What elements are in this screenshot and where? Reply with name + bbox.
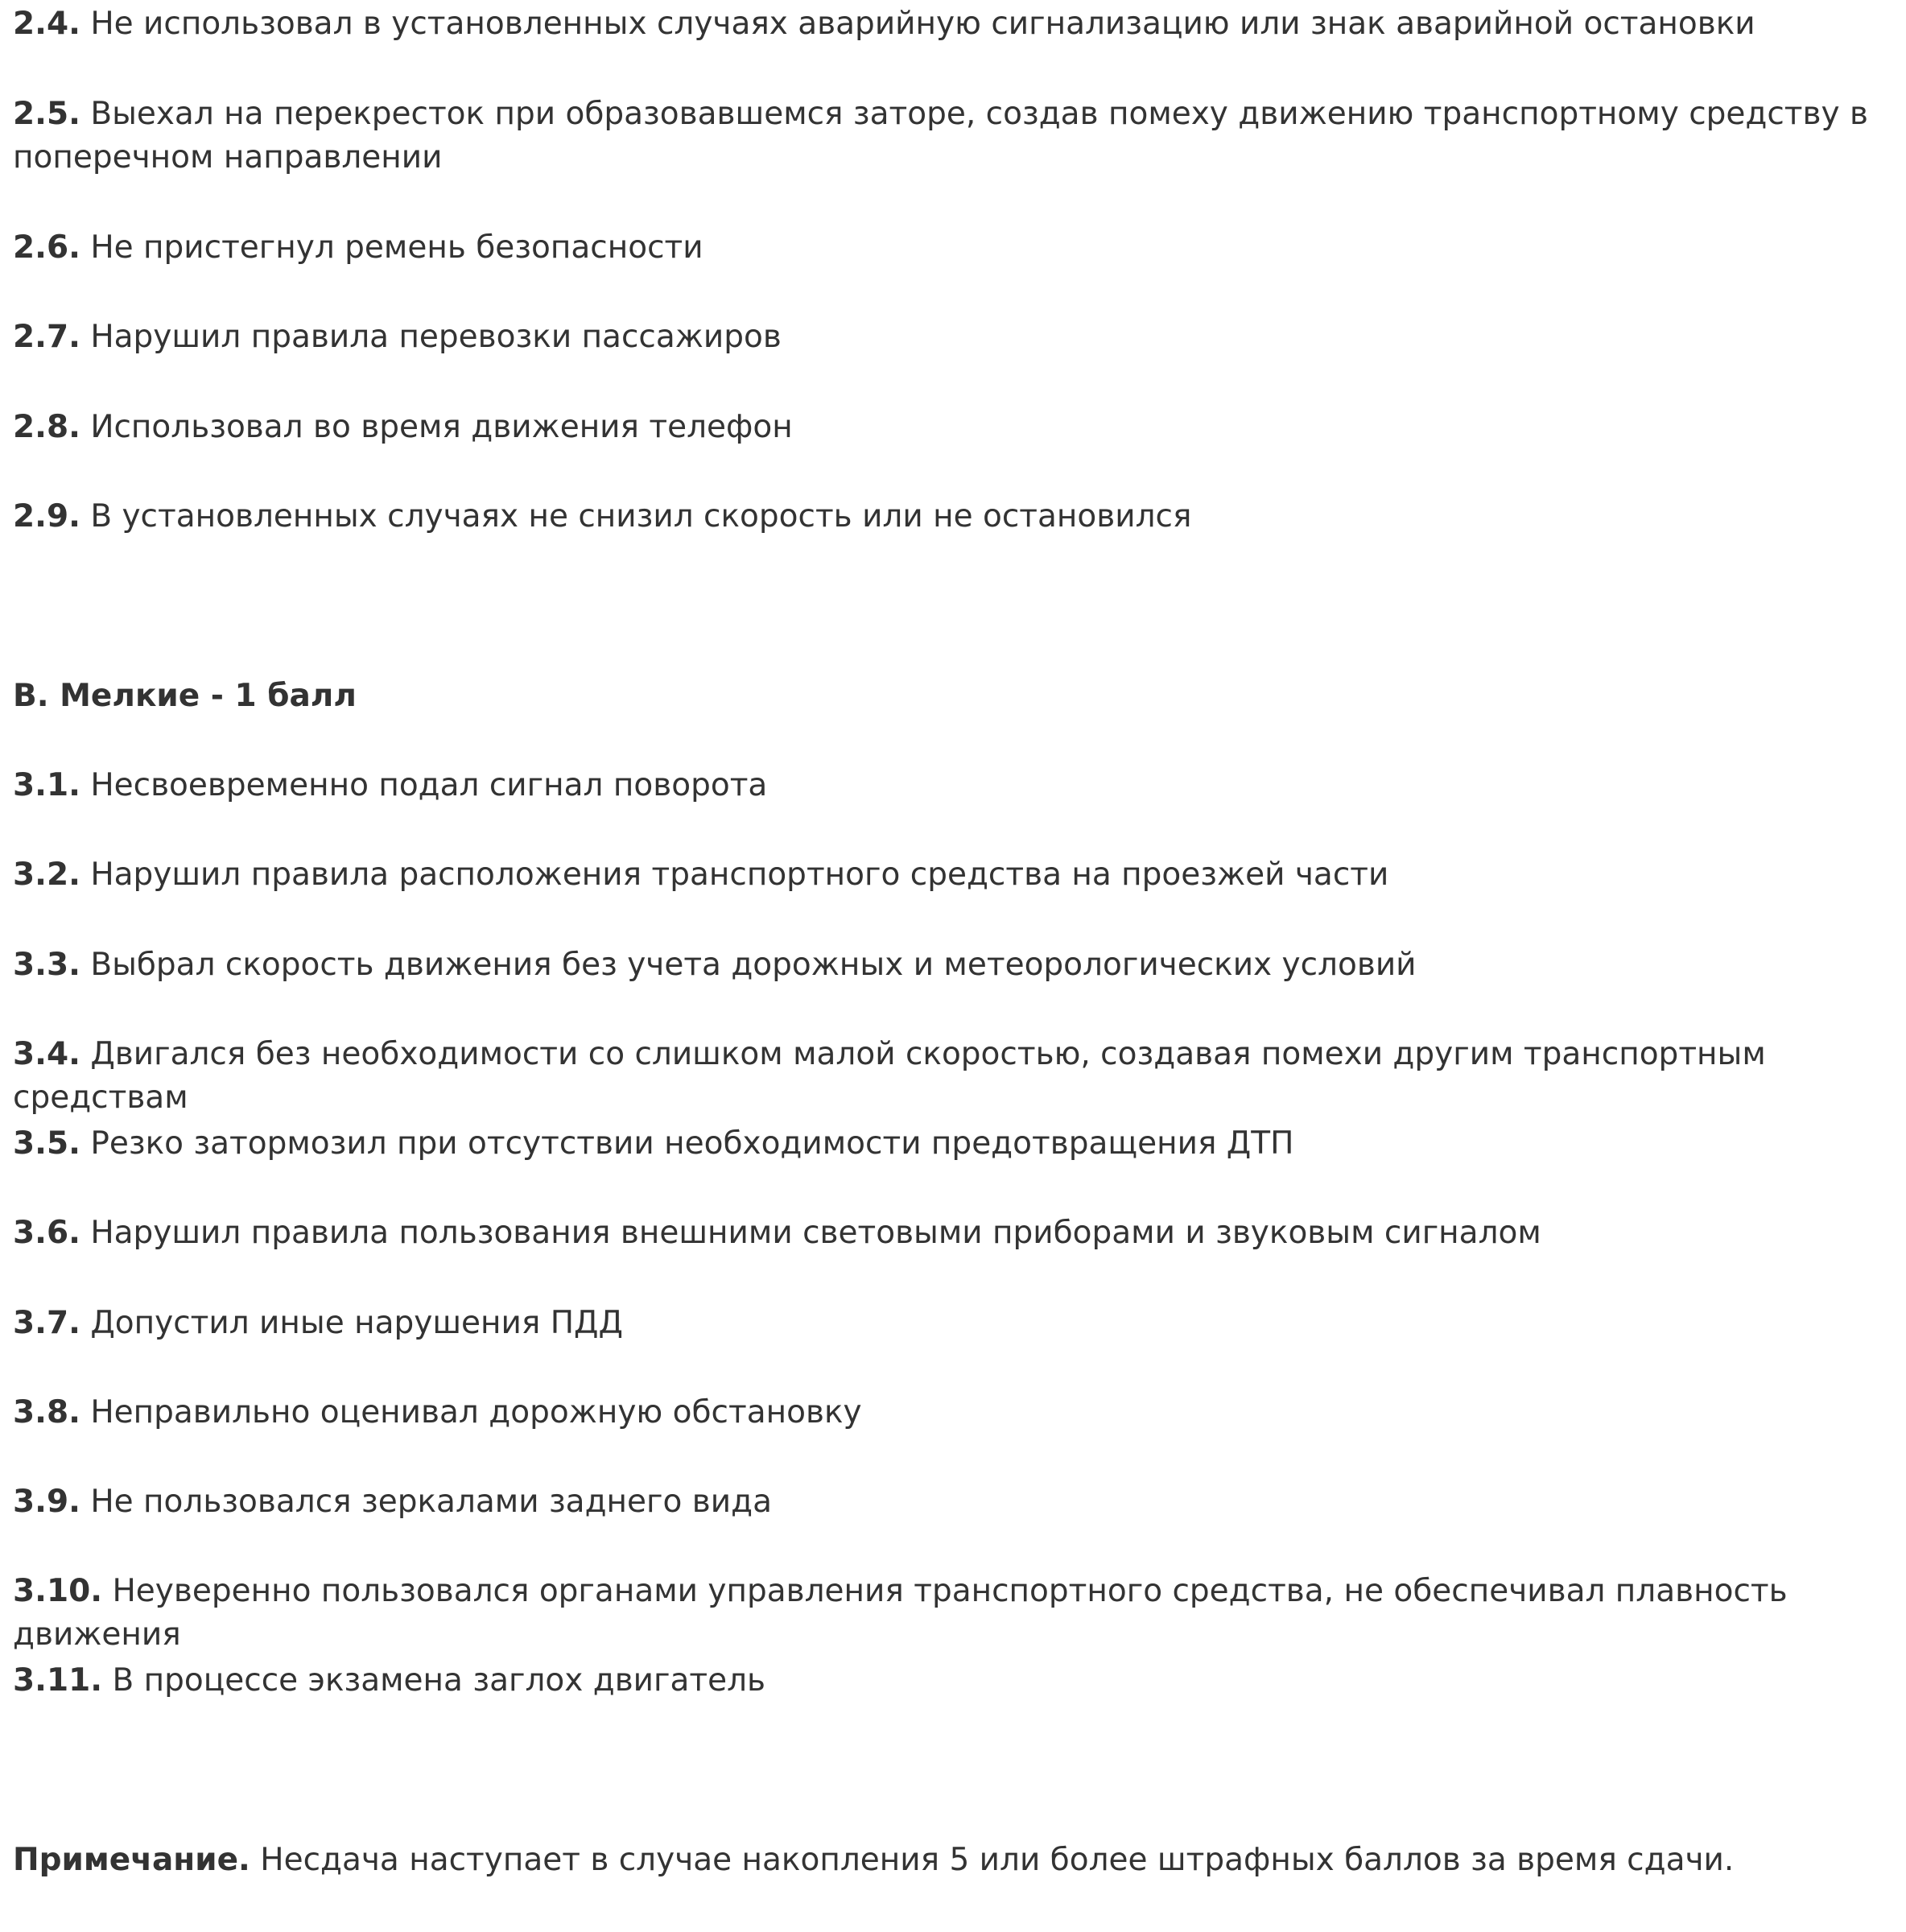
item-text: Выбрал скорость движения без учета дорожных и метеорологических условий <box>90 947 1417 983</box>
section-heading <box>13 675 1880 718</box>
item-number: 2.8. <box>13 409 80 445</box>
item-number: 2.7. <box>13 319 80 355</box>
item-text: Не пристегнул ремень безопасности <box>90 229 703 266</box>
item-text: Не пользовался зеркалами заднего вида <box>90 1484 772 1520</box>
list-item <box>13 316 1880 359</box>
list-item <box>13 1302 1880 1345</box>
item-text: Неправильно оценивал дорожную обстановку <box>90 1394 862 1430</box>
note-text: Несдача наступает в случае накопления 5 или более штрафных баллов за время сдачи. <box>260 1842 1735 1878</box>
item-number: 2.5. <box>13 96 80 132</box>
list-item <box>13 1570 1880 1657</box>
list-item <box>13 2 1880 46</box>
item-text: Нарушил правила пользования внешними световыми приборами и звуковым сигналом <box>90 1215 1541 1251</box>
item-number: 3.6. <box>13 1215 80 1251</box>
item-number: 3.4. <box>13 1036 80 1072</box>
item-text: Нарушил правила перевозки пассажиров <box>90 319 782 355</box>
list-item <box>13 1033 1880 1120</box>
item-number: 3.10. <box>13 1573 103 1609</box>
item-text: В процессе экзамена заглох двигатель <box>112 1662 766 1699</box>
item-text: Использовал во время движения телефон <box>90 409 793 445</box>
item-text: Допустил иные нарушения ПДД <box>90 1305 623 1341</box>
item-number: 3.8. <box>13 1394 80 1430</box>
item-number: 2.4. <box>13 6 80 42</box>
item-text: Неуверенно пользовался органами управления транспортного средства, не обеспечивал плавность движения <box>13 1573 1788 1653</box>
list-item <box>13 853 1880 897</box>
list-item <box>13 226 1880 270</box>
list-item <box>13 1480 1880 1524</box>
item-text: Резко затормозил при отсутствии необходимости предотвращения ДТП <box>90 1125 1294 1162</box>
item-number: 3.9. <box>13 1484 80 1520</box>
item-text: Не использовал в установленных случаях аварийную сигнализацию или знак аварийной остановки <box>90 6 1755 42</box>
item-number: 3.7. <box>13 1305 80 1341</box>
item-number: 2.6. <box>13 229 80 266</box>
list-item <box>13 406 1880 449</box>
item-text: Двигался без необходимости со слишком малой скоростью, создавая помехи другим транспортным средствам <box>13 1036 1766 1116</box>
item-number: 2.9. <box>13 498 80 535</box>
note-label: Примечание. <box>13 1842 250 1878</box>
list-item <box>13 495 1880 539</box>
list-item <box>13 943 1880 987</box>
item-number: 3.3. <box>13 947 80 983</box>
item-text: Нарушил правила расположения транспортного средства на проезжей части <box>90 857 1389 893</box>
item-number: 3.1. <box>13 767 80 803</box>
item-number: 3.5. <box>13 1125 80 1162</box>
section-heading-text: В. Мелкие - 1 балл <box>13 678 357 714</box>
item-text: В установленных случаях не снизил скорость или не остановился <box>90 498 1192 535</box>
list-item <box>13 764 1880 807</box>
list-item <box>13 1391 1880 1435</box>
item-text: Выехал на перекресток при образовавшемся заторе, создав помеху движению транспортному средству в поперечном направлении <box>13 96 1868 175</box>
item-text: Несвоевременно подал сигнал поворота <box>90 767 768 803</box>
note <box>13 1839 1880 1882</box>
list-item <box>13 1212 1880 1255</box>
list-item <box>13 1659 1880 1703</box>
list-item <box>13 1122 1880 1166</box>
list-item <box>13 93 1880 180</box>
item-number: 3.11. <box>13 1662 103 1699</box>
item-number: 3.2. <box>13 857 80 893</box>
